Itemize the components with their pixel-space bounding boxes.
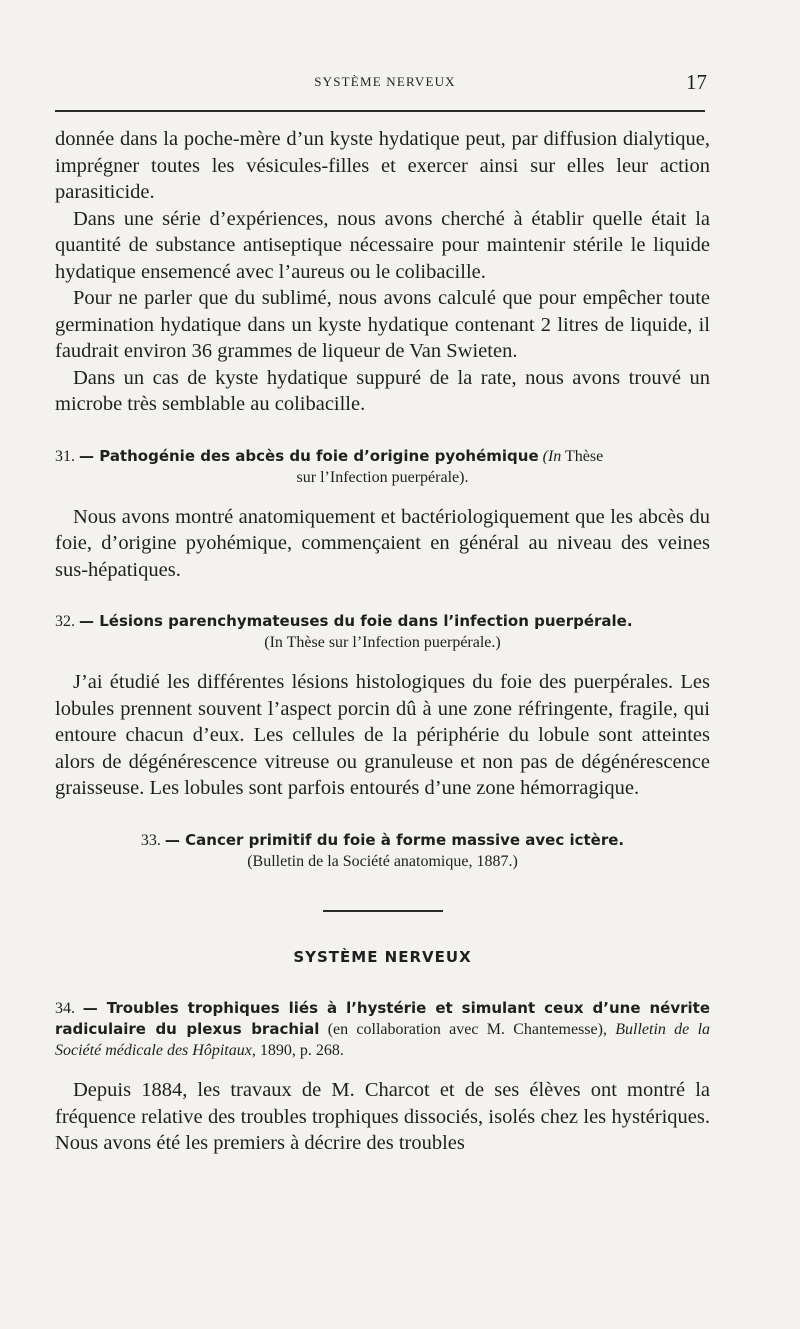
section-title: SYSTÈME NERVEUX [293,947,472,966]
running-head [55,70,715,100]
paragraph: Dans une série d’expériences, nous avons cherché à établir quelle était la quantité de substance antiseptique nécessaire pour maintenir stérile le liquide hydatique ensemencé avec l’aureus ou le colibacille. [55,207,710,283]
section-divider [323,910,443,912]
entry-source: (Bulletin de la Société anatomique, 1887.) [247,852,518,870]
entry-source-prefix: (In Thèse [542,447,604,465]
entry-source: (In Thèse sur l’Infection puerpérale.) [264,634,501,651]
page-body [55,126,710,1157]
entry-31-body: Nous avons montré anatomiquement et bactériologiquement que les abcès du foie, d’origine pyohémique, commençaient en général au niveau des veines sus-hépatiques. [55,505,710,581]
running-title: SYSTÈME NERVEUX [314,74,456,89]
entry-source: sur l’Infection puerpérale). [296,468,469,486]
header-rule [55,110,705,112]
page-number: 17 [686,70,707,94]
entry-32-heading [55,611,710,653]
paragraph: Pour ne parler que du sublimé, nous avons calculé que pour empêcher toute germination hydatique dans un kyste hydatique contenant 2 litres de liquide, il faudrait environ 36 grammes de liqueur de Van Swieten. [55,287,710,362]
entry-33-heading [55,830,710,872]
entry-collaboration: (en collaboration avec M. Chantemesse), [327,1021,607,1038]
entry-31-heading [55,446,710,488]
entry-source: Bulletin de la Société médicale des Hôpitaux, [55,1021,711,1059]
entry-34-body: Depuis 1884, les travaux de M. Charcot et de ses élèves ont montré la fréquence relative des troubles trophiques dissociés, isolés chez les hystériques. Nous avons été les premiers à décrire des troubles [55,1079,710,1154]
entry-title: — Cancer primitif du foie à forme massive avec ictère. [164,830,625,849]
paragraph: Dans un cas de kyste hydatique suppuré de la rate, nous avons trouvé un microbe très semblable au colibacille. [55,366,710,415]
entry-title: — Troubles trophiques liés à l’hystérie et simulant ceux d’une névrite radiculaire du plexus brachial [55,999,711,1038]
entry-34-heading [55,998,710,1061]
entry-title: — Pathogénie des abcès du foie d’origine pyohémique [79,446,539,465]
entry-number: 33. [140,831,161,849]
entry-title: — Lésions parenchymateuses du foie dans l’infection puerpérale. [79,612,633,630]
entry-source-tail: 1890, p. 268. [259,1042,344,1059]
entry-number: 34. [55,1000,75,1017]
entry-32-body: J’ai étudié les différentes lésions histologiques du foie des puerpérales. Les lobules prennent souvent l’aspect porcin dû à une zone réfringente, fragile, qui entoure chacun d’eux. Les cellules de la périphérie du lobule sont atteintes alors de dégénérescence vitreuse ou granuleuse et non pas de dégénérescence graisseuse. Les lobules sont parfois entourés d’une zone hémorragique. [55,671,710,799]
paragraph: donnée dans la poche-mère d’un kyste hydatique peut, par diffusion dialytique, imprégner toutes les vésicules-filles et exercer ainsi sur elles leur action parasiticide. [55,128,710,203]
entry-number: 32. [55,613,75,630]
entry-number: 31. [55,447,75,465]
